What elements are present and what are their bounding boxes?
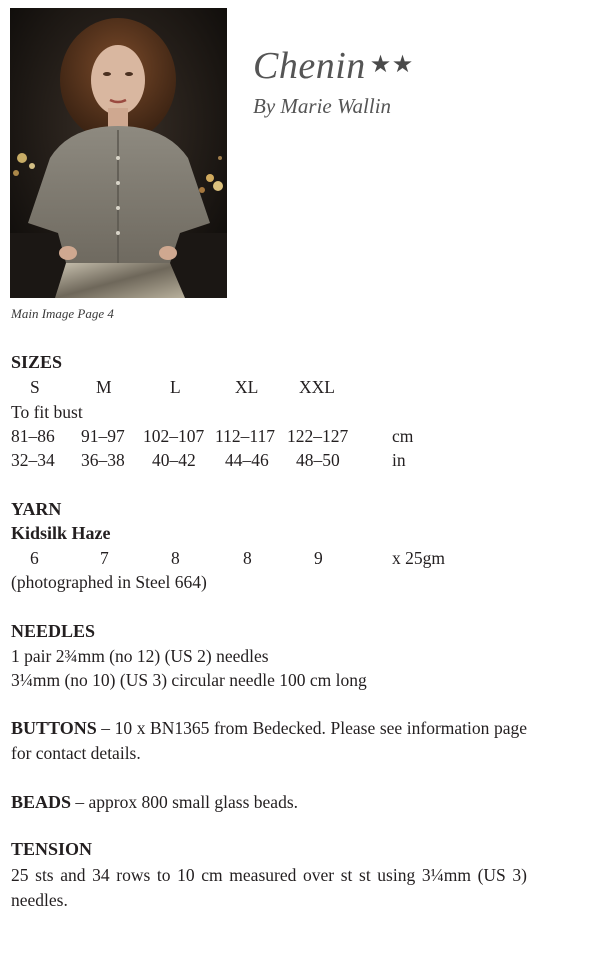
bust-in-value: 48–50: [296, 450, 340, 470]
size-label: M: [96, 377, 112, 397]
difficulty-stars: ★★: [369, 52, 414, 78]
designer-byline: By Marie Wallin: [253, 94, 392, 118]
tension-heading: TENSION: [11, 839, 93, 859]
yarn-quantity: 7: [100, 548, 109, 568]
yarn-unit: x 25gm: [392, 548, 445, 568]
bust-in-value: 44–46: [225, 450, 269, 470]
size-label: XXL: [299, 377, 335, 397]
tension-text: 25 sts and 34 rows to 10 cm measured over st st using 3¼mm (US 3) needles.: [11, 865, 527, 910]
size-label: S: [30, 377, 40, 397]
main-photo: [10, 8, 227, 298]
bust-in-value: 32–34: [11, 450, 55, 470]
pattern-title: [253, 44, 414, 88]
beads-section: [11, 790, 527, 815]
size-label: XL: [235, 377, 259, 397]
pattern-name: Chenin: [253, 45, 366, 87]
in-unit: in: [392, 450, 406, 470]
beads-heading: BEADS: [11, 792, 72, 812]
bust-cm-value: 122–127: [287, 426, 349, 446]
buttons-heading: BUTTONS: [11, 718, 97, 738]
needles-heading: NEEDLES: [11, 621, 96, 641]
beads-text: – approx 800 small glass beads.: [71, 792, 299, 812]
fit-label: To fit bust: [11, 402, 83, 422]
bust-cm-value: 91–97: [81, 426, 125, 446]
needles-line-2: 3¼mm (no 10) (US 3) circular needle 100 cm long: [11, 670, 367, 690]
yarn-note: (photographed in Steel 664): [11, 572, 207, 592]
bust-cm-value: 102–107: [143, 426, 205, 446]
bust-cm-value: 112–117: [215, 426, 275, 446]
needles-line-1: 1 pair 2¾mm (no 12) (US 2) needles: [11, 646, 269, 666]
yarn-quantity: 6: [30, 548, 39, 568]
cm-unit: cm: [392, 426, 414, 446]
bust-in-value: 36–38: [81, 450, 125, 470]
yarn-heading: YARN: [11, 499, 62, 519]
yarn-quantity: 9: [314, 548, 323, 568]
bust-cm-value: 81–86: [11, 426, 55, 446]
buttons-text: – 10 x BN1365 from Bedecked. Please see information page for contact details.: [11, 718, 527, 763]
bust-in-value: 40–42: [152, 450, 196, 470]
yarn-quantity: 8: [243, 548, 252, 568]
yarn-quantity: 8: [171, 548, 180, 568]
photo-caption: Main Image Page 4: [11, 306, 114, 321]
size-label: L: [170, 377, 181, 397]
buttons-section: [11, 716, 527, 766]
sizes-heading: SIZES: [11, 352, 63, 372]
yarn-name: Kidsilk Haze: [11, 523, 111, 543]
